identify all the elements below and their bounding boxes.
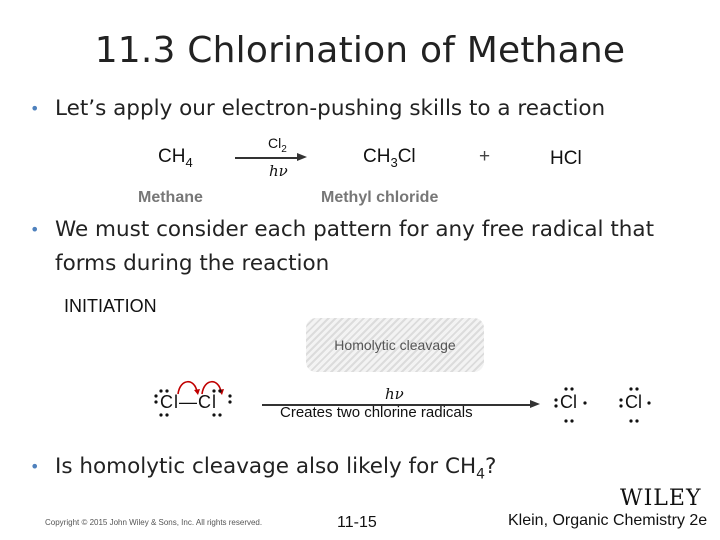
bullet-3 [30, 450, 700, 491]
bullet-2-text: We must consider each pattern for any free radical that forms during the reaction [55, 217, 655, 276]
initiation-arrow-head [530, 400, 540, 408]
citation-text: Klein, Organic Chemistry 2e [508, 512, 708, 529]
plus-sign: + [479, 146, 491, 167]
chlorine-molecule: Cl—Cl [160, 392, 217, 412]
reaction-arrow [235, 157, 299, 159]
label-methyl-chloride: Methyl chloride [321, 189, 439, 206]
reagent-light: hν [269, 162, 288, 180]
slide-title: 11.3 Chlorination of Methane [94, 30, 626, 71]
bullet-dot: • [30, 220, 40, 239]
initiation-light: hν [385, 385, 404, 403]
reactant-methane: $CH_4$ [158, 146, 193, 170]
product-hcl: HCl [550, 148, 582, 169]
copyright-text: Copyright © 2015 John Wiley & Sons, Inc. All rights reserved. [45, 518, 263, 527]
wiley-logo: WILEY [620, 486, 702, 511]
bullet-dot: • [30, 99, 40, 118]
reagent-cl2: $Cl_2$ [268, 135, 287, 155]
initiation-heading: INITIATION [64, 296, 157, 316]
page-number: 11-15 [337, 514, 377, 531]
initiation-arrow-caption: Creates two chlorine radicals [280, 404, 473, 421]
bullet-2 [30, 213, 700, 281]
chlorine-radical-1: Cl [560, 392, 577, 412]
chlorine-radical-2: Cl [625, 392, 642, 412]
product-methyl-chloride: $CH_3Cl$ [363, 146, 416, 170]
homolytic-cleavage-label: Homolytic cleavage [334, 337, 456, 353]
bullet-1-text: Let’s apply our electron-pushing skills to a reaction [55, 96, 606, 121]
bullet-1 [30, 92, 700, 126]
label-methane: Methane [138, 189, 203, 206]
bullet-3-text: Is homolytic cleavage also likely for $CH_4$? [55, 454, 497, 483]
reaction-arrow-head [297, 153, 307, 161]
bullet-dot: • [30, 457, 40, 476]
